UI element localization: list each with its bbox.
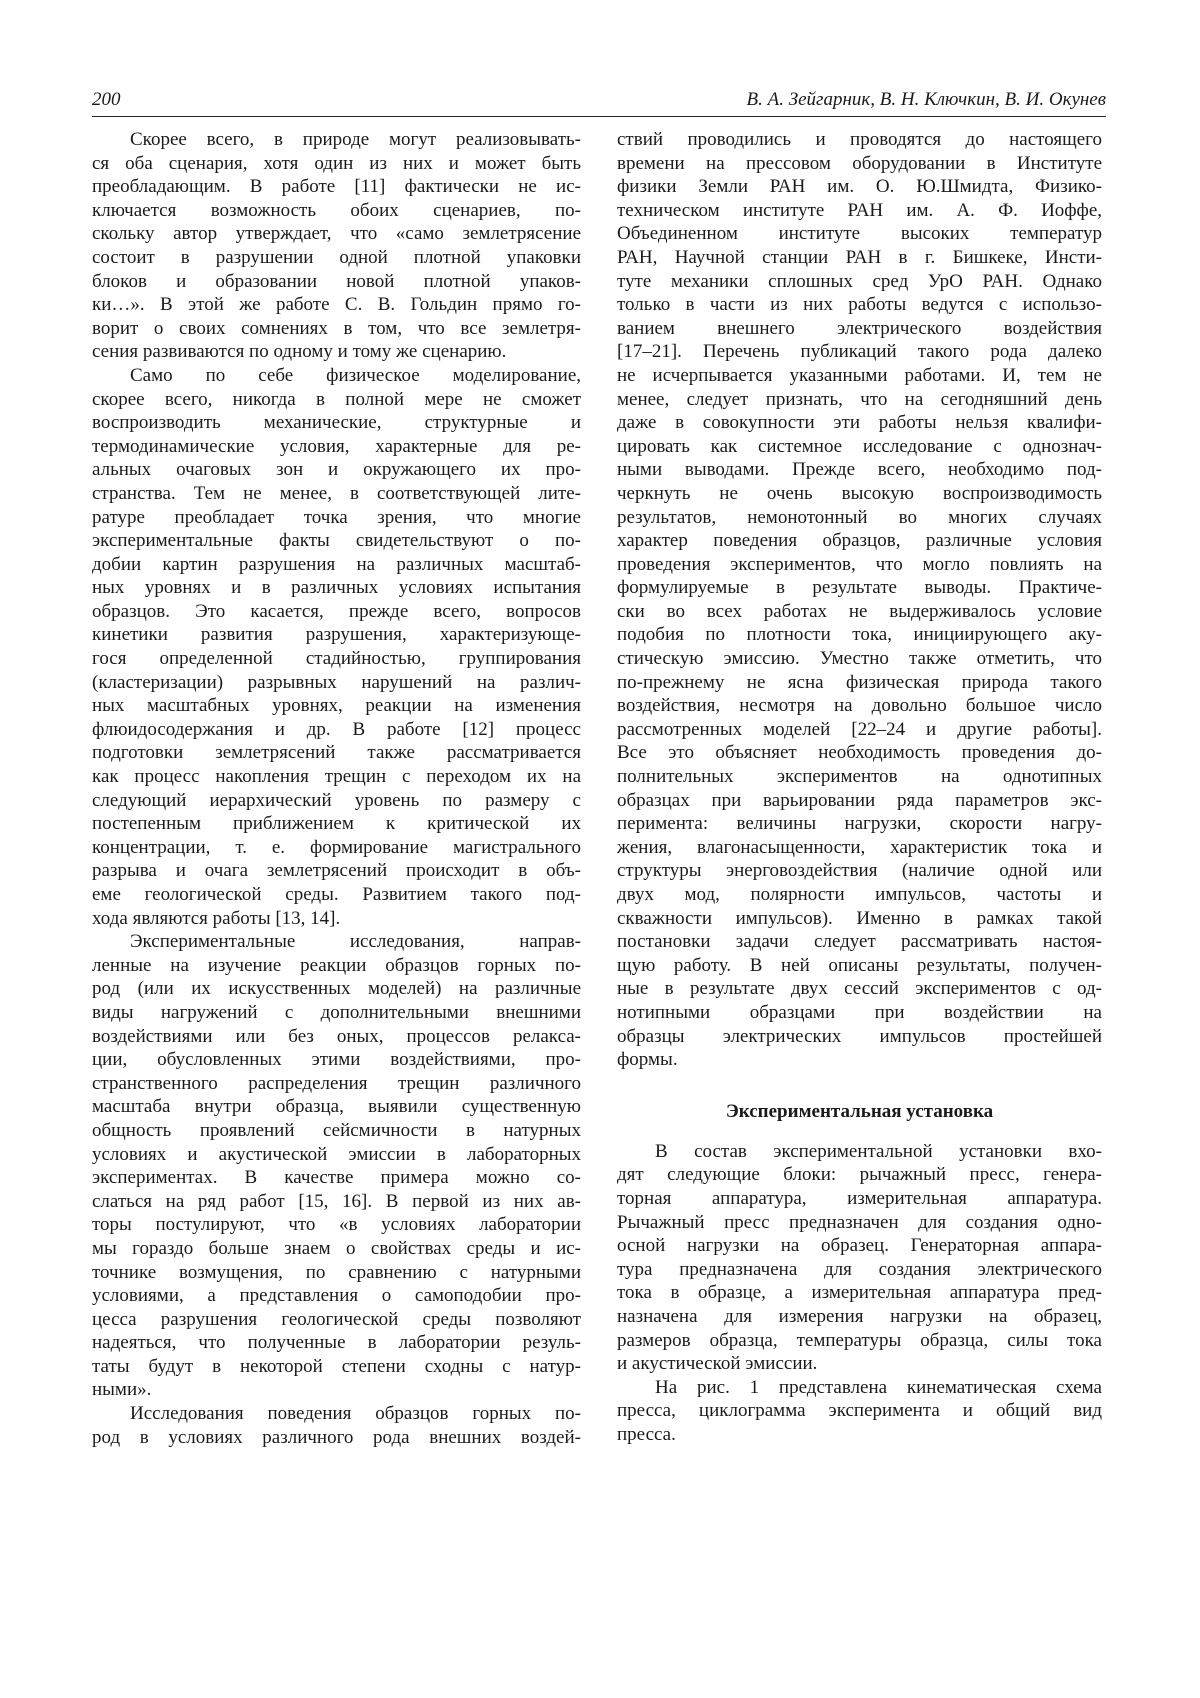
text-line: род (или их искусственных моделей) на различные [92,977,581,1001]
text-line: Экспериментальные исследования, направ- [92,930,581,954]
text-line: Рычажный пресс предназначен для создания одно- [617,1211,1102,1235]
header-rule [92,116,1106,117]
text-line: Само по себе физическое моделирование, [92,364,581,388]
text-line: дят следующие блоки: рычажный пресс, генера- [617,1163,1102,1187]
text-line: черкнуть не очень высокую воспроизводимость [617,482,1102,506]
text-line: физики Земли РАН им. О. Ю.Шмидта, Физико- [617,175,1102,199]
text-line: назначена для измерения нагрузки на образец, [617,1305,1102,1329]
text-line: полнительных экспериментов на однотипных [617,765,1102,789]
text-line: Исследования поведения образцов горных по- [92,1402,581,1426]
paragraph [92,1402,581,1449]
paragraph [617,1376,1102,1447]
text-line: термодинамические условия, характерные для ре- [92,435,581,459]
text-line: ствий проводились и проводятся до настоящего [617,128,1102,152]
text-line: только в части из них работы ведутся с использо- [617,293,1102,317]
text-line: Объединенном институте высоких температур [617,222,1102,246]
text-line: род в условиях различного рода внешних воздей- [92,1426,581,1450]
text-line: скважности импульсов). Именно в рамках такой [617,907,1102,931]
text-line: осной нагрузки на образец. Генераторная аппара- [617,1234,1102,1258]
text-line: нотипными образцами при воздействии на [617,1001,1102,1025]
paragraph [92,930,581,1402]
text-line: следующий иерархический уровень по размеру с [92,789,581,813]
text-line: Все это объясняет необходимость проведения до- [617,741,1102,765]
text-line: стическую эмиссию. Уместно также отметить, что [617,647,1102,671]
text-line: воздействия, несмотря на довольно большое число [617,694,1102,718]
text-line: ски во всех работах не выдерживалось условие [617,600,1102,624]
text-line: (кластеризации) разрывных нарушений на различ- [92,671,581,695]
text-line: ся оба сценария, хотя один из них и может быть [92,152,581,176]
text-line: формы. [617,1048,1102,1072]
text-line: цировать как системное исследование с однознач- [617,435,1102,459]
left-column [92,128,581,1449]
section-heading: Экспериментальная установка [617,1100,1102,1124]
text-line: [17–21]. Перечень публикаций такого рода далеко [617,340,1102,364]
text-line: менее, следует признать, что на сегодняшний день [617,388,1102,412]
text-line: воздействиями или без оных, процессов релакса- [92,1025,581,1049]
text-line: ленные на изучение реакции образцов горных по- [92,954,581,978]
text-line: цесса разрушения геологической среды позволяют [92,1308,581,1332]
text-line: ции, обусловленных этими воздействиями, про- [92,1048,581,1072]
text-line: точнике возмущения, по сравнению с натурными [92,1261,581,1285]
text-line: Скорее всего, в природе могут реализовывать- [92,128,581,152]
text-line: ключается возможность обоих сценариев, по- [92,199,581,223]
text-line: концентрации, т. е. формирование магистрального [92,836,581,860]
text-line: воспроизводить механические, структурные и [92,411,581,435]
text-line: тока в образце, а измерительная аппаратура пред- [617,1281,1102,1305]
text-line: добии картин разрушения на различных масштаб- [92,553,581,577]
text-line: ворит о своих сомнениях в том, что все землетря- [92,317,581,341]
text-line: ванием внешнего электрического воздействия [617,317,1102,341]
text-line: формулируемые в результате выводы. Практиче- [617,576,1102,600]
text-line: образцов. Это касается, прежде всего, вопросов [92,600,581,624]
text-line: торная аппаратура, измерительная аппаратура. [617,1187,1102,1211]
text-line: жения, влагонасыщенности, характеристик тока и [617,836,1102,860]
text-line: ные в результате двух сессий экспериментов с од- [617,977,1102,1001]
text-line: РАН, Научной станции РАН в г. Бишкеке, Инсти- [617,246,1102,270]
text-line: странства. Тем не менее, в соответствующей лите- [92,482,581,506]
text-line: В состав экспериментальной установки вхо- [617,1140,1102,1164]
text-line: техническом институте РАН им. А. Ф. Иоффе, [617,199,1102,223]
text-line: подобия по плотности тока, инициирующего аку- [617,623,1102,647]
text-line: экспериментальные факты свидетельствуют о по- [92,529,581,553]
text-line: подготовки землетрясений также рассматривается [92,741,581,765]
paragraph [617,128,1102,1072]
text-line: виды нагружений с дополнительными внешними [92,1001,581,1025]
text-line: ки…». В этой же работе С. В. Гольдин прямо го- [92,293,581,317]
text-line: преобладающим. В работе [11] фактически не ис- [92,175,581,199]
text-line: щую работу. В ней описаны результаты, получен- [617,954,1102,978]
text-line: по-прежнему не ясна физическая природа такого [617,671,1102,695]
text-line: ными выводами. Прежде всего, необходимо под- [617,458,1102,482]
text-line: общность проявлений сейсмичности в натурных [92,1119,581,1143]
text-line: структуры энерговоздействия (наличие одной или [617,859,1102,883]
text-line: торы постулируют, что «в условиях лаборатории [92,1213,581,1237]
running-head-authors: В. А. Зейгарник, В. Н. Ключкин, В. И. Окунев [746,88,1106,112]
paragraph [617,1140,1102,1376]
text-line: еме геологической среды. Развитием такого под- [92,883,581,907]
text-line: ных масштабных уровнях, реакции на изменения [92,694,581,718]
text-line: размеров образца, температуры образца, силы тока [617,1329,1102,1353]
text-line: пресса. [617,1423,1102,1447]
text-line: не исчерпывается указанными работами. И, тем не [617,364,1102,388]
text-line: пресса, циклограмма эксперимента и общий вид [617,1399,1102,1423]
text-line: времени на прессовом оборудовании в Институте [617,152,1102,176]
text-line: хода являются работы [13, 14]. [92,907,581,931]
text-line: характер поведения образцов, различные условия [617,529,1102,553]
text-line: ных уровнях и в различных условиях испытания [92,576,581,600]
right-column [617,128,1102,1446]
text-line: кинетики развития разрушения, характеризующе- [92,623,581,647]
text-line: постепенным приближением к критической их [92,812,581,836]
text-line: странственного распределения трещин различного [92,1072,581,1096]
text-line: двух мод, полярности импульсов, частоты и [617,883,1102,907]
paragraph [92,364,581,930]
text-line: блоков и образовании новой плотной упаков- [92,270,581,294]
text-line: На рис. 1 представлена кинематическая схема [617,1376,1102,1400]
text-line: альных очаговых зон и окружающего их про- [92,458,581,482]
text-line: скорее всего, никогда в полной мере не сможет [92,388,581,412]
text-line: даже в совокупности эти работы нельзя квалифи- [617,411,1102,435]
text-line: надеяться, что полученные в лаборатории резуль- [92,1331,581,1355]
text-line: мы гораздо больше знаем о свойствах среды и ис- [92,1237,581,1261]
text-line: и акустической эмиссии. [617,1352,1102,1376]
text-line: условиями, а представления о самоподобии про- [92,1284,581,1308]
text-line: гося определенной стадийностью, группирования [92,647,581,671]
text-line: скольку автор утверждает, что «само землетрясение [92,222,581,246]
text-line: условиях и акустической эмиссии в лабораторных [92,1143,581,1167]
text-line: образцах при варьировании ряда параметров экс- [617,789,1102,813]
text-line: перимента: величины нагрузки, скорости нагру- [617,812,1102,836]
text-line: проведения экспериментов, что могло повлиять на [617,553,1102,577]
text-line: флюидосодержания и др. В работе [12] процесс [92,718,581,742]
text-line: ратуре преобладает точка зрения, что многие [92,506,581,530]
text-line: состоит в разрушении одной плотной упаковки [92,246,581,270]
text-line: образцы электрических импульсов простейшей [617,1025,1102,1049]
text-line: ными». [92,1378,581,1402]
text-line: слаться на ряд работ [15, 16]. В первой из них ав- [92,1190,581,1214]
page-number: 200 [92,88,121,112]
text-line: сения развиваются по одному и тому же сценарию. [92,340,581,364]
text-line: рассмотренных моделей [22–24 и другие работы]. [617,718,1102,742]
text-line: таты будут в некоторой степени сходны с натур- [92,1355,581,1379]
text-line: тура предназначена для создания электрического [617,1258,1102,1282]
text-line: результатов, немонотонный во многих случаях [617,506,1102,530]
text-line: туте механики сплошных сред УрО РАН. Однако [617,270,1102,294]
text-line: экспериментах. В качестве примера можно со- [92,1166,581,1190]
text-line: разрыва и очага землетрясений происходит в объ- [92,859,581,883]
text-line: как процесс накопления трещин с переходом их на [92,765,581,789]
paragraph [92,128,581,364]
text-line: постановки задачи следует рассматривать настоя- [617,930,1102,954]
text-line: масштаба внутри образца, выявили существенную [92,1095,581,1119]
